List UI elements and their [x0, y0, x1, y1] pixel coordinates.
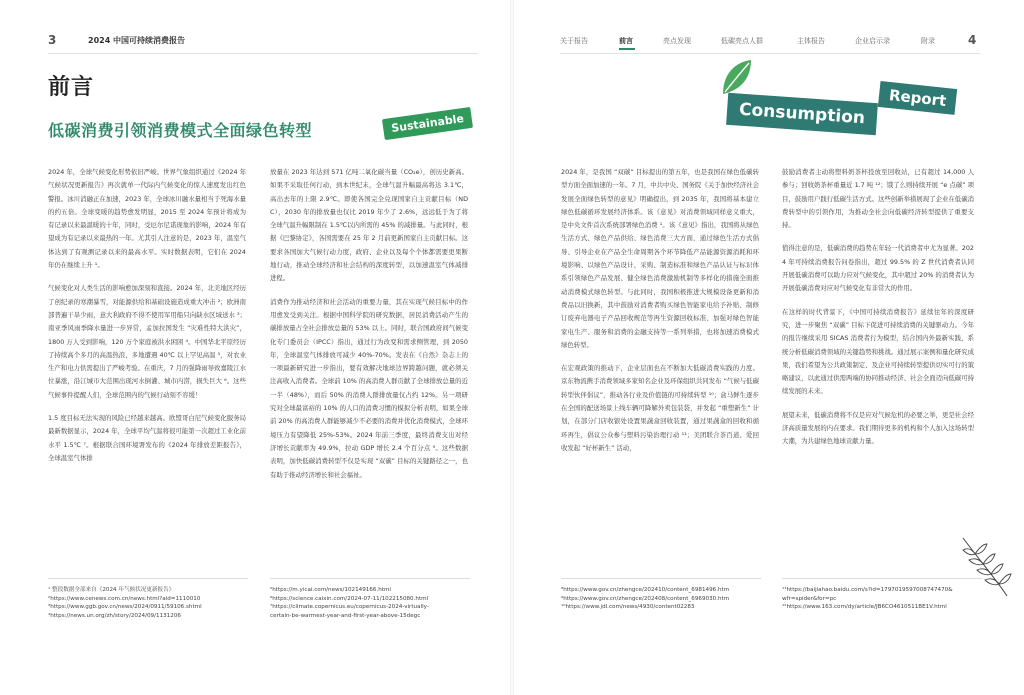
footnotes-column-1 — [48, 586, 248, 620]
right-header-rule — [560, 53, 980, 54]
footnote: ¹ 整段数据全部来自《2024 年气候状况更新报告》 — [48, 587, 175, 593]
footnote-rule — [561, 578, 761, 579]
paragraph: 1.5 度目标无法实现的风险已经越来越高。欧盟哥白尼气候变化服务局最新数据显示，2024 年，全球平均气温将很可能第一次超过工业化前水平 1.5℃ ⁷。根据联合国环境署发布的《2024 年排放差距报告》，全球温室气体排 — [48, 414, 246, 462]
footnotes-column-2 — [270, 586, 470, 620]
nav-item-about[interactable]: 关于报告 — [560, 37, 588, 45]
footnote-link[interactable]: ³https://www.ggb.gov.cn/news/2024/0911/59106.shtml — [48, 604, 202, 611]
footnote-link[interactable]: ²https://www.cenews.com.cn/news.html?aid=1110010 — [48, 595, 201, 602]
sustainable-badge: Sustainable — [382, 107, 473, 140]
footnote-link[interactable]: ¹⁰https://www.jdl.com/news/4930/content02283 — [561, 604, 695, 611]
nav-item-main-report[interactable]: 主体报告 — [797, 37, 825, 45]
nav-item-enterprise[interactable]: 企业启示录 — [855, 37, 890, 45]
body-column-4 — [782, 166, 974, 526]
body-column-3 — [561, 166, 759, 578]
footnote-link[interactable]: ⁸https://www.gov.cn/zhengce/202410/content_6981496.htm — [561, 587, 730, 593]
footnote-link[interactable]: ⁶https://science.caixin.com/2024-07-11/102215080.html — [270, 595, 429, 602]
paragraph: 在这样的时代背景下，《中国可持续消费报告》延续往年的深度研究，进一步聚焦 “双碳” 目标下促进可持续消费的关键驱动力。今年的报告继续采用 SICAS 消费者行为模型，结合国内外最新实践，系统分析低碳消费领域的关键趋势和挑战。通过展示案例和量化研究成果，我们希望为公共政策制定、及企业可持续转型提供切实可行的策略建议，以此通过供需两端的协同推动经济、社会全面迈向低碳可持续发展的未来。 — [782, 307, 974, 396]
paragraph: 气候变化对人类生活的影响愈加深刻和直接。2024 年，北美地区经历了创纪录的寒潮暴雪，对能源供给和基础设施造成重大冲击 ²；欧洲南部普遍干旱少雨，意大利政府不得不使用军用船只向缺水区域送水 ³；南亚季风雨季降水量进一步异常，孟加拉国发生 “灾难性特大洪灾”，1800 万人受到影响，120 万个家庭被洪水困困 ⁴。中国华北平原经历了持续高个多月的高温热浪，多地遭遇 40℃ 以上罕见高温 ⁵，对农业生产和电力供需提出了严峻考验。在重庆，7 月的强降雨导致嘉陵江水位暴涨，沿江城市大范围出现河水倒灌、城市内涝，损失巨大 ⁶。这些气候事件提醒人们，全球范围内的气候行动刻不容缓！ — [48, 284, 246, 399]
footnotes-column-3 — [561, 586, 761, 612]
right-page-number: 4 — [968, 33, 977, 47]
paragraph: 值得注意的是，低碳消费的趋势在年轻一代消费者中尤为显著。2024 年可持续消费报告问卷指出，超过 99.5% 的 Z 世代消费者认同开展低碳消费可以助力应对气候变化，其中超过 20% 的消费者认为开展低碳消费对应对气候变化有非常大的作用。 — [782, 244, 974, 293]
paragraph: 展望未来，低碳消费将不仅是应对气候危机的必要之举，更是社会经济高质量发展的内在要求。我们期待更多的机构和个人加入这场转型大潮，为共建绿色地球贡献力量。 — [782, 410, 974, 446]
body-column-2 — [270, 166, 468, 578]
report-badge: Report — [878, 81, 958, 115]
nav-item-lowcarbon-groups[interactable]: 低碳亮点人群 — [721, 37, 763, 45]
report-title: 2024 中国可持续消费报告 — [88, 36, 186, 45]
footnote-rule — [48, 578, 248, 579]
page-title: 前言 — [48, 75, 95, 100]
paragraph: 消费作为推动经济和社会活动的重要力量，其在实现气候目标中的作用愈发受到关注。根据中国科学院的研究数据，居民消费活动产生的碳排放量占全社会排放总量的 53% 以上。同时，联合国政府间气候变化专门委员会（IPCC）指出，通过行为改变和需求侧管理，到 2050 年，全球温室气体排放可减少 40%-70%。发表在《自然》杂志上的一项最新研究进一步指出，要有效解决地球边界跨越问题，就必须关注高收入消费者。全球前 10% 的高消费人群贡献了全球排放总量的近一半（48%），而后 50% 的消费人群排放量仅占约 12%。另一项研究对全球最富裕的 10% 的人口的消费习惯的模拟分析表明，如果全球前 20% 的高消费人群能够减少不必要的消费并优化消费模式，全球环境压力有望降低 25%-53%。2024 年前三季度，最终消费支出对经济增长贡献率为 49.9%，拉动 GDP 增长 2.4 个百分点 ⁹。这些数据表明，加快低碳消费转型不仅是实现 “双碳” 目标的关键路径之一，也有助于推动经济增长和社会福祉。 — [270, 297, 468, 479]
nav-item-appendix[interactable]: 附录 — [921, 37, 935, 45]
footnotes-column-4 — [782, 586, 982, 612]
consumption-badge: Consumption — [726, 93, 878, 135]
footnote-link[interactable]: certain-be-warmest-year-and-first-year-above-15degc — [270, 612, 421, 619]
page-gutter — [510, 0, 514, 695]
footnote-link[interactable]: ¹¹https://baijiahao.baidu.com/s?id=1797019597008747470& — [782, 587, 953, 593]
paragraph: 放量在 2023 年达到 571 亿吨二氧化碳当量（CO₂e），创历史新高。如果不采取任何行动，到本世纪末，全球气温升幅最高将达 3.1℃，高出去年的上限 2.9℃。即使各国完全兑现国家自主贡献目标（NDC），2030 年的排放量也仅比 2019 年少了 2.6%，远远低于为了将全球气温升幅限制在 1.5℃以内所需的 45% 的减排量。与此同时，根据《巴黎协定》，各国需要在 25 年 2 月前更新国家自主贡献目标。这要求各国加大气候行动力度，政府、企业以及每个个体都需要更果断地行动，推动全球经济和社会结构的深度转型，以加速温室气体减排进程。 — [270, 168, 468, 283]
footnote-link[interactable]: ⁷https://climate.copernicus.eu/copernicus-2024-virtually- — [270, 604, 429, 611]
paragraph: 鼓励消费者主动将塑料奶茶杯投放至回收站，已有超过 14,000 人参与；回收奶茶杯重量近 1.7 吨 ¹²；饿了么则持续开展 “e 点碳” 项目，鼓励用户践行低碳生活方式。这些创新举措展现了企业在低碳消费转型中的引领作用，为推动全社会向低碳经济转型提供了重要支持。 — [782, 168, 974, 230]
body-column-1 — [48, 166, 246, 578]
paragraph: 2024 年，是我国 “双碳” 目标提出的第五年，也是我国在绿色低碳转型方面全面加速的一年。7 月，中共中央、国务院《关于加快经济社会发展全面绿色转型的意见》明确提出，到 2035 年，我国将基本建立绿色低碳循环发展经济体系。该《意见》对消费领域同样意义重大，是中央文件首次系统部署绿色消费 ¹。该《意见》指出，我国将从绿色生活方式、绿色产品供给、绿色消费三大方面，通过绿色生活方式倡导、引导企业在产品全生命周期各个环节降低产品能源资源消耗和环境影响、以绿色产品设计、采购、制造标准和绿色产品认证与标识体系引领绿色产品发展、健全绿色消费激励机制等多样化的措施全面推动消费模式绿色转型。与此同时，我国积极推进大规模设备更新和消费品以旧换新，其中鼓励对消费者购买绿色智能家电给予补贴、制修订废弃电器电子产品回收规范等再生资源回收标准、加强对绿色智能家电生产、服务和消费的金融支持等一系列举措，也将加速消费模式绿色转型。 — [561, 168, 759, 349]
active-nav-indicator — [619, 48, 635, 50]
left-page-number: 3 — [48, 33, 57, 47]
nav-item-highlights[interactable]: 亮点发现 — [663, 37, 691, 45]
footnote-link[interactable]: ¹²https://www.163.com/dy/article/JB6CO4610511BE1V.html — [782, 604, 947, 611]
paragraph: 在宏观政策的推动下，企业层面也在不断加大低碳消费实践的力度。京东物流携手消费领域多家知名企业及环保组织共同发布 “气候与低碳转型伙伴倡议”，推动各行业及价值链的可持续转型 ¹⁰；盒马鲜生逐步在全国的配送场景上线车辆可降解外卖包装袋，并发起 “重塑新生” 计划，在部分门店收银处设置果蔬盒回收装置，通过果蔬盒的回收和循环再生，倡议公众参与塑料污染治理行动 ¹¹；美团联合茶百道、爱回收发起 “好杯新生” 活动， — [561, 364, 759, 452]
footnote-link[interactable]: wfr=spider&for=pc — [782, 595, 837, 602]
footnote-rule — [782, 578, 982, 579]
left-header-rule — [48, 53, 478, 54]
paragraph: 2024 年，全球气候变化形势依旧严峻。世界气象组织通过《2024 年气候状况更新报告》再次就单一代际内气候变化的惊人速度发出红色警报。冰川消融正在加速，2023 年，全球冰川融水量相当于死海水量的约五倍。全球变暖的趋势愈发明显，2015 至 2024 年预计将成为有记录以来最温暖的十年，同时，受厄尔尼诺现象的影响，2024 年有望成为有记录以来最热的一年。尤其引人注意的是，2023 年，温室气体达到了有观测记录以来的最高水平。实时数据表明，它们在 2024 年仍在继续上升 ¹。 — [48, 168, 246, 270]
footnote-link[interactable]: ⁵https://m.yicai.com/news/102149166.html — [270, 587, 391, 593]
page-subtitle: 低碳消费引领消费模式全面绿色转型 — [48, 121, 313, 140]
leaf-icon — [717, 56, 763, 98]
footnote-rule — [270, 578, 470, 579]
nav-item-preface[interactable]: 前言 — [619, 37, 633, 45]
footnote-link[interactable]: ⁹https://www.gov.cn/zhengce/202408/content_6969030.htm — [561, 595, 730, 602]
footnote-link[interactable]: ⁴https://news.un.org/zh/story/2024/09/1131206 — [48, 612, 181, 619]
